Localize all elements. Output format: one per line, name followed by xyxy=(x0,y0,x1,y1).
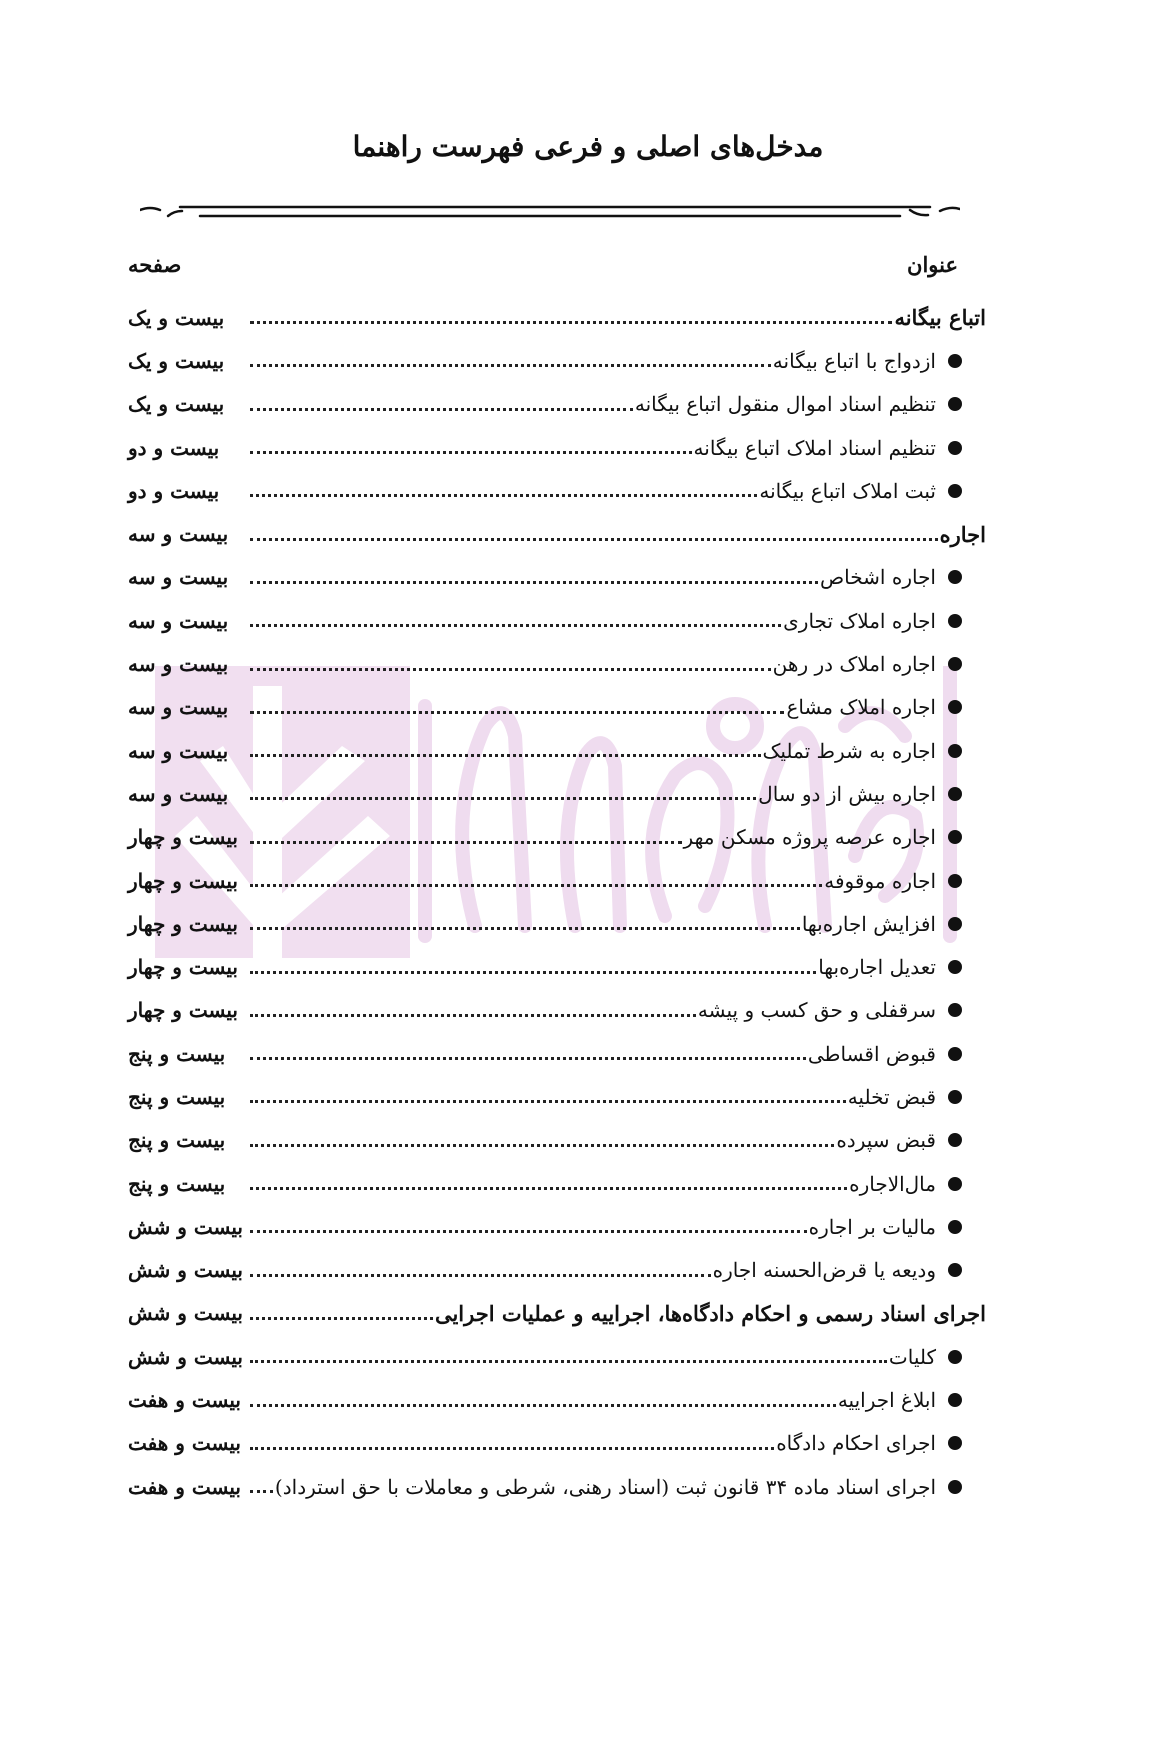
entry-page: بیست و یک xyxy=(128,348,225,373)
entry-page: بیست و شش xyxy=(128,1214,243,1239)
entry-label: مال‌الاجاره xyxy=(849,1171,936,1196)
bullet-icon xyxy=(948,441,962,455)
toc-sub-entry[interactable] xyxy=(128,426,986,469)
toc-sub-entry[interactable] xyxy=(128,1249,986,1292)
toc-sub-entry[interactable] xyxy=(128,469,986,512)
dot-leader xyxy=(250,740,761,757)
dot-leader xyxy=(250,1130,834,1147)
dot-leader xyxy=(250,654,771,671)
entry-label: ابلاغ اجراییه xyxy=(837,1388,936,1413)
ornamental-divider xyxy=(140,198,960,224)
bullet-icon xyxy=(948,570,962,584)
dot-leader xyxy=(250,1086,846,1103)
toc-sub-entry[interactable] xyxy=(128,772,986,815)
dot-leader xyxy=(250,1433,774,1450)
entry-label: اجاره املاک تجاری xyxy=(783,608,936,633)
dot-leader xyxy=(250,1173,847,1190)
toc-sub-entry[interactable] xyxy=(128,556,986,599)
column-header-page: صفحه xyxy=(128,252,182,277)
toc-main-entry[interactable] xyxy=(128,1292,986,1335)
entry-label: اجاره موقوفه xyxy=(824,868,936,893)
toc-sub-entry[interactable] xyxy=(128,945,986,988)
entry-page: بیست و هفت xyxy=(128,1474,241,1499)
toc-sub-entry[interactable] xyxy=(128,642,986,685)
entry-label: اجاره عرصه پروژه مسکن مهر xyxy=(683,825,936,850)
bullet-icon xyxy=(948,657,962,671)
dot-leader xyxy=(250,1476,273,1493)
entry-page: بیست و سه xyxy=(128,652,229,677)
toc-sub-entry[interactable] xyxy=(128,339,986,382)
entry-page: بیست و هفت xyxy=(128,1388,241,1413)
bullet-icon xyxy=(948,1090,962,1104)
toc-sub-entry[interactable] xyxy=(128,729,986,772)
dot-leader xyxy=(250,567,818,584)
entry-label: تنظیم اسناد املاک اتباع بیگانه xyxy=(693,435,936,460)
entry-page: بیست و چهار xyxy=(128,825,238,850)
entry-label: اجاره اشخاص xyxy=(819,565,936,590)
toc-sub-entry[interactable] xyxy=(128,1205,986,1248)
entry-label: اجرای اسناد رسمی و احکام دادگاه‌ها، اجراییه و عملیات اجرایی xyxy=(434,1300,986,1326)
bullet-icon xyxy=(948,1436,962,1450)
entry-page: بیست و پنج xyxy=(128,1128,226,1153)
dot-leader xyxy=(250,1000,696,1017)
entry-label: اجاره xyxy=(939,521,986,547)
bullet-icon xyxy=(948,1350,962,1364)
entry-page: بیست و سه xyxy=(128,608,229,633)
dot-leader xyxy=(250,307,892,324)
toc-sub-entry[interactable] xyxy=(128,686,986,729)
bullet-icon xyxy=(948,744,962,758)
entry-label: ثبت املاک اتباع بیگانه xyxy=(759,478,936,503)
bullet-icon xyxy=(948,484,962,498)
toc-sub-entry[interactable] xyxy=(128,859,986,902)
entry-label: تعدیل اجاره‌بها xyxy=(818,955,936,980)
toc-sub-entry[interactable] xyxy=(128,1378,986,1421)
entry-label: سرقفلی و حق کسب و پیشه xyxy=(697,998,936,1023)
entry-label: اتباع بیگانه xyxy=(894,305,986,331)
entry-label: ازدواج با اتباع بیگانه xyxy=(772,348,936,373)
entry-label: قبض سپرده xyxy=(836,1128,936,1153)
bullet-icon xyxy=(948,917,962,931)
bullet-icon xyxy=(948,1133,962,1147)
entry-label: اجاره املاک مشاع xyxy=(786,695,936,720)
bullet-icon xyxy=(948,874,962,888)
entry-page: بیست و پنج xyxy=(128,1084,226,1109)
column-header-title: عنوان xyxy=(907,252,958,277)
bullet-icon xyxy=(948,1220,962,1234)
toc-sub-entry[interactable] xyxy=(128,1335,986,1378)
dot-leader xyxy=(250,957,816,974)
dot-leader xyxy=(250,827,682,844)
entry-label: قبوض اقساطی xyxy=(807,1041,936,1066)
bullet-icon xyxy=(948,1047,962,1061)
bullet-icon xyxy=(948,1003,962,1017)
toc-main-entry[interactable] xyxy=(128,296,986,339)
dot-leader xyxy=(250,1390,836,1407)
dot-leader xyxy=(250,783,756,800)
entry-label: اجاره به شرط تملیک xyxy=(762,738,936,763)
entry-page: بیست و چهار xyxy=(128,868,238,893)
entry-label: مالیات بر اجاره xyxy=(808,1214,936,1239)
bullet-icon xyxy=(948,1263,962,1277)
entry-label: ودیعه یا قرض‌الحسنه اجاره xyxy=(712,1258,936,1283)
entry-label: کلیات xyxy=(888,1344,936,1369)
entry-page: بیست و سه xyxy=(128,781,229,806)
entry-page: بیست و یک xyxy=(128,392,225,417)
toc-sub-entry[interactable] xyxy=(128,816,986,859)
toc-main-entry[interactable] xyxy=(128,512,986,555)
entry-label: اجرای اسناد ماده ۳۴ قانون ثبت (اسناد رهنی، شرطی و معاملات با حق استرداد) xyxy=(274,1474,936,1499)
dot-leader xyxy=(250,1043,806,1060)
dot-leader xyxy=(250,1346,887,1363)
entry-page: بیست و سه xyxy=(128,695,229,720)
dot-leader xyxy=(250,610,781,627)
bullet-icon xyxy=(948,397,962,411)
entry-page: بیست و چهار xyxy=(128,955,238,980)
toc-list xyxy=(128,296,986,1508)
entry-page: بیست و دو xyxy=(128,478,220,503)
entry-page: بیست و هفت xyxy=(128,1431,241,1456)
dot-leader xyxy=(250,394,633,411)
toc-sub-entry[interactable] xyxy=(128,1119,986,1162)
entry-page: بیست و سه xyxy=(128,522,229,547)
entry-page: بیست و دو xyxy=(128,435,220,460)
toc-sub-entry[interactable] xyxy=(128,1465,986,1508)
dot-leader xyxy=(250,437,692,454)
bullet-icon xyxy=(948,614,962,628)
toc-sub-entry[interactable] xyxy=(128,1422,986,1465)
entry-page: بیست و سه xyxy=(128,565,229,590)
entry-page: بیست و شش xyxy=(128,1258,243,1283)
bullet-icon xyxy=(948,700,962,714)
dot-leader xyxy=(250,524,938,541)
entry-page: بیست و پنج xyxy=(128,1041,226,1066)
dot-leader xyxy=(250,350,771,367)
entry-label: اجرای احکام دادگاه xyxy=(776,1431,936,1456)
toc-sub-entry[interactable] xyxy=(128,902,986,945)
bullet-icon xyxy=(948,354,962,368)
dot-leader xyxy=(250,480,757,497)
bullet-icon xyxy=(948,960,962,974)
entry-page: بیست و یک xyxy=(128,305,225,330)
bullet-icon xyxy=(948,1393,962,1407)
entry-page: بیست و چهار xyxy=(128,998,238,1023)
bullet-icon xyxy=(948,1177,962,1191)
toc-sub-entry[interactable] xyxy=(128,989,986,1032)
dot-leader xyxy=(250,697,784,714)
entry-label: تنظیم اسناد اموال منقول اتباع بیگانه xyxy=(634,392,936,417)
entry-page: بیست و شش xyxy=(128,1344,243,1369)
entry-label: اجاره املاک در رهن xyxy=(772,652,936,677)
dot-leader xyxy=(250,1216,807,1233)
entry-page: بیست و سه xyxy=(128,738,229,763)
entry-page: بیست و شش xyxy=(128,1301,243,1326)
dot-leader xyxy=(250,1303,433,1320)
entry-page: بیست و پنج xyxy=(128,1171,226,1196)
toc-sub-entry[interactable] xyxy=(128,1162,986,1205)
entry-page: بیست و چهار xyxy=(128,911,238,936)
entry-label: اجاره بیش از دو سال xyxy=(758,781,936,806)
bullet-icon xyxy=(948,1480,962,1494)
toc-sub-entry[interactable] xyxy=(128,1075,986,1118)
toc-sub-entry[interactable] xyxy=(128,383,986,426)
dot-leader xyxy=(250,913,800,930)
bullet-icon xyxy=(948,787,962,801)
bullet-icon xyxy=(948,830,962,844)
dot-leader xyxy=(250,870,822,887)
dot-leader xyxy=(250,1260,711,1277)
entry-label: قبض تخلیه xyxy=(847,1084,936,1109)
page-title: مدخل‌های اصلی و فرعی فهرست راهنما xyxy=(352,130,824,163)
entry-label: افزایش اجاره‌بها xyxy=(801,911,936,936)
toc-sub-entry[interactable] xyxy=(128,1032,986,1075)
toc-sub-entry[interactable] xyxy=(128,599,986,642)
